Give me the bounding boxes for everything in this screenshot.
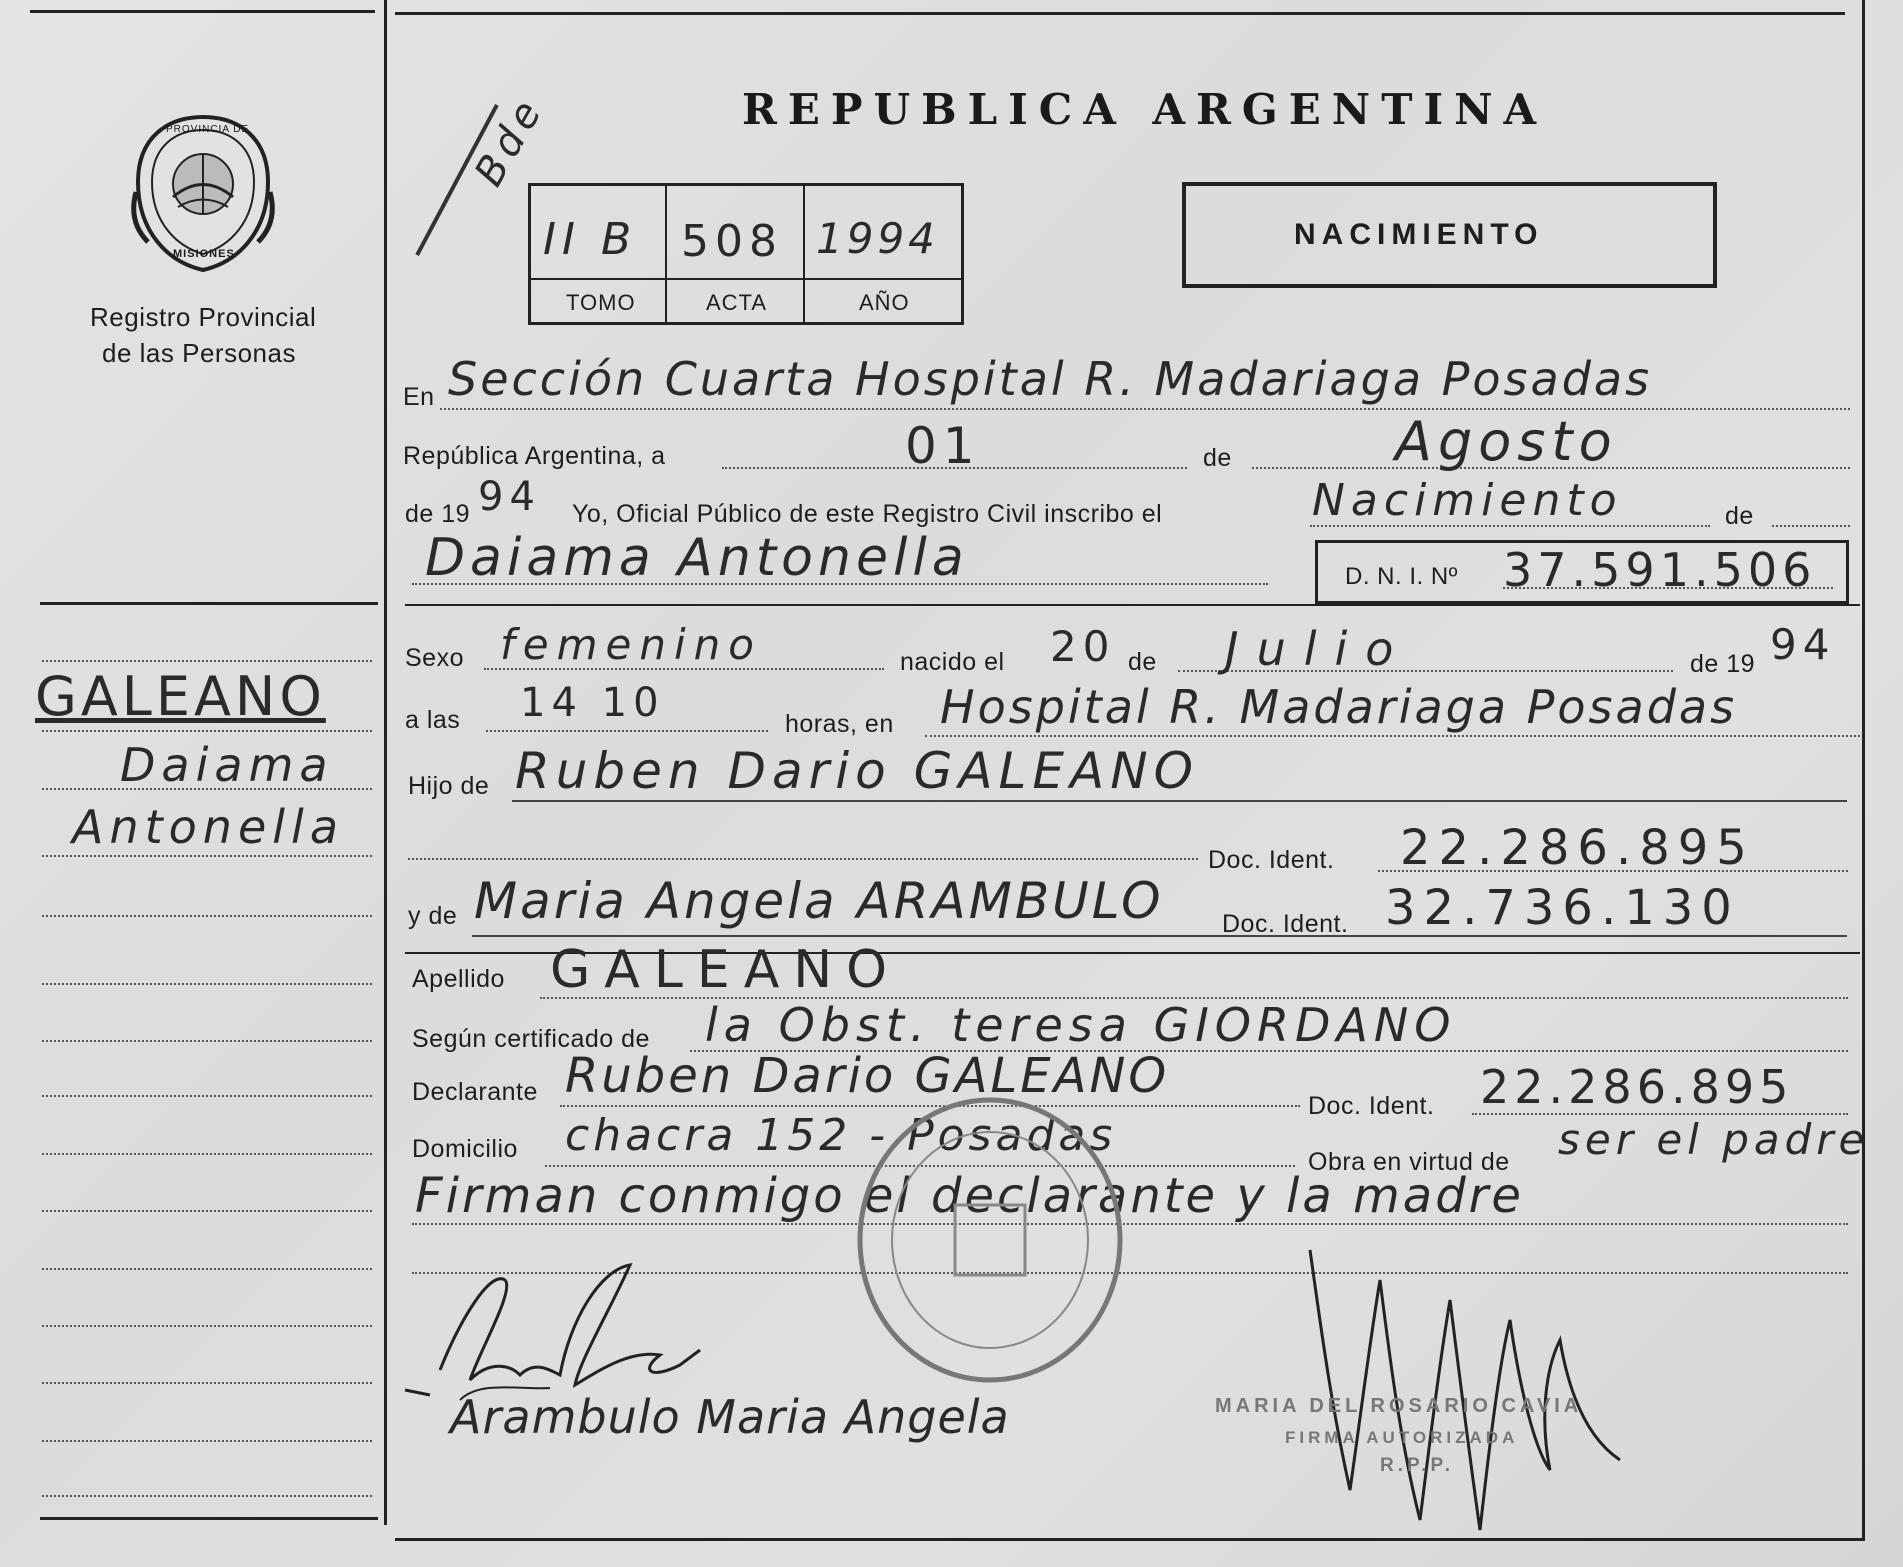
stamp-line2: FIRMA AUTORIZADA [1285, 1428, 1519, 1447]
inscribe-value: Nacimiento [1312, 475, 1623, 526]
birth-month: Julio [1225, 622, 1412, 676]
left-column-divider [384, 0, 387, 1525]
father-underline [512, 800, 1847, 802]
hijo-label: Hijo de [408, 772, 490, 800]
margin-line [42, 915, 372, 917]
tomo-label: TOMO [566, 290, 636, 315]
margin-line [42, 1153, 372, 1155]
dni-label: D. N. I. Nº [1345, 563, 1458, 590]
birth-year: 94 [1770, 620, 1836, 669]
place-value: Hospital R. Madariaga Posadas [940, 680, 1738, 734]
margin-line [42, 1268, 372, 1270]
en-label: En [403, 383, 435, 411]
oficial-text: Yo, Oficial Público de este Registro Civil inscribo el [572, 500, 1163, 528]
horas-label: horas, en [785, 710, 894, 738]
person-name: Daiama Antonella [425, 528, 969, 588]
yde-label: y de [408, 902, 458, 930]
margin-line [42, 1440, 372, 1442]
year-value: 94 [478, 474, 541, 520]
de-label2: de [1725, 502, 1754, 530]
margin-line [42, 730, 372, 732]
en-line [440, 408, 1850, 410]
declarante-label: Declarante [412, 1078, 538, 1106]
mother-doc: 32.736.130 [1385, 880, 1740, 936]
margin-line [42, 1210, 372, 1212]
registry-stamp [850, 1090, 1130, 1390]
margin-line [42, 983, 372, 985]
de19-label2: de 19 [1690, 650, 1756, 678]
place-line [925, 735, 1860, 737]
de19-label: de 19 [405, 500, 471, 528]
day-value: 01 [905, 417, 981, 475]
margin-line [42, 1325, 372, 1327]
dni-box [1315, 540, 1849, 604]
ano-label: AÑO [859, 290, 910, 315]
registry-line1: Registro Provincial [90, 302, 317, 332]
nacido-label: nacido el [900, 648, 1005, 676]
sexo-value: femenino [500, 620, 762, 669]
right-border [1862, 0, 1865, 1540]
margin-line [42, 1095, 372, 1097]
record-box [528, 183, 964, 325]
margin-line [42, 855, 372, 857]
mother-name: Maria Angela ARAMBULO [474, 872, 1164, 930]
birth-day: 20 [1050, 622, 1116, 671]
segun-value: la Obst. teresa GIORDANO [705, 998, 1457, 1052]
margin-line [42, 1495, 372, 1497]
doc-ident-label: Doc. Ident. [1208, 846, 1335, 874]
ano-value: 1994 [816, 214, 939, 263]
margin-line [42, 1040, 372, 1042]
left-panel-bottom [40, 1517, 378, 1520]
domicilio-label: Domicilio [412, 1135, 518, 1163]
official-signature [1300, 1240, 1630, 1540]
segun-label: Según certificado de [412, 1025, 650, 1053]
father-line2 [408, 858, 1198, 860]
margin-surname: GALEANO [35, 665, 326, 728]
record-type-label: NACIMIENTO [1294, 218, 1544, 251]
margin-name2: Antonella [72, 800, 345, 854]
obra-label: Obra en virtud de [1308, 1148, 1510, 1176]
sexo-label: Sexo [405, 644, 464, 672]
dni-value: 37.591.506 [1503, 543, 1817, 597]
top-border-left [30, 10, 375, 13]
doc-ident-label-mother: Doc. Ident. [1222, 910, 1349, 938]
form-divider-1 [405, 604, 1860, 606]
father-signature [400, 1260, 740, 1410]
record-divider [665, 186, 667, 322]
document-title: REPUBLICA ARGENTINA [742, 85, 1548, 134]
stamp-line1: MARIA DEL ROSARIO CAVIA [1215, 1395, 1583, 1417]
registry-line2: de las Personas [102, 338, 296, 368]
de-label3: de [1128, 648, 1157, 676]
acta-value: 508 [681, 216, 783, 267]
margin-line [42, 1382, 372, 1384]
tomo-value: II B [543, 214, 638, 265]
father-doc: 22.286.895 [1400, 820, 1755, 876]
alas-label: a las [405, 706, 461, 734]
mother-signature: Arambulo Maria Angela [450, 1390, 1010, 1444]
record-type-box [1182, 182, 1717, 288]
seal-bottom-text: MISIONES [173, 248, 235, 260]
hour-value: 14 10 [520, 680, 665, 726]
domicilio-value: chacra 152 - Posadas [565, 1110, 1117, 1161]
top-border-right [395, 12, 1845, 15]
declarante-value: Ruben Dario GALEANO [565, 1048, 1170, 1104]
stamp-line3: R.P.P. [1380, 1455, 1455, 1476]
margin-line [42, 660, 372, 662]
month-value: Agosto [1395, 410, 1618, 473]
record-divider [803, 186, 805, 322]
republica-label: República Argentina, a [403, 442, 666, 470]
declarante-doc: 22.286.895 [1480, 1060, 1794, 1114]
initials-mark: Bde [465, 88, 554, 194]
de-line [1772, 525, 1850, 527]
left-panel-divider [40, 602, 378, 605]
firman-value: Firman conmigo el declarante y la madre [415, 1168, 1524, 1224]
father-name: Ruben Dario GALEANO [515, 742, 1199, 800]
margin-name1: Daiama [120, 738, 334, 792]
misiones-seal [128, 112, 278, 274]
de-label: de [1203, 444, 1232, 472]
apellido-value: GALEANO [550, 940, 902, 1000]
apellido-label: Apellido [412, 965, 505, 993]
bottom-border [395, 1538, 1865, 1541]
obra-value: ser el padre [1558, 1115, 1870, 1164]
en-value: Sección Cuarta Hospital R. Madariaga Posadas [448, 352, 1653, 406]
seal-top-text: PROVINCIA DE [166, 124, 250, 135]
acta-label: ACTA [706, 290, 768, 315]
record-hline [531, 278, 961, 280]
hour-line [486, 730, 768, 732]
doc-ident-label2: Doc. Ident. [1308, 1092, 1435, 1120]
